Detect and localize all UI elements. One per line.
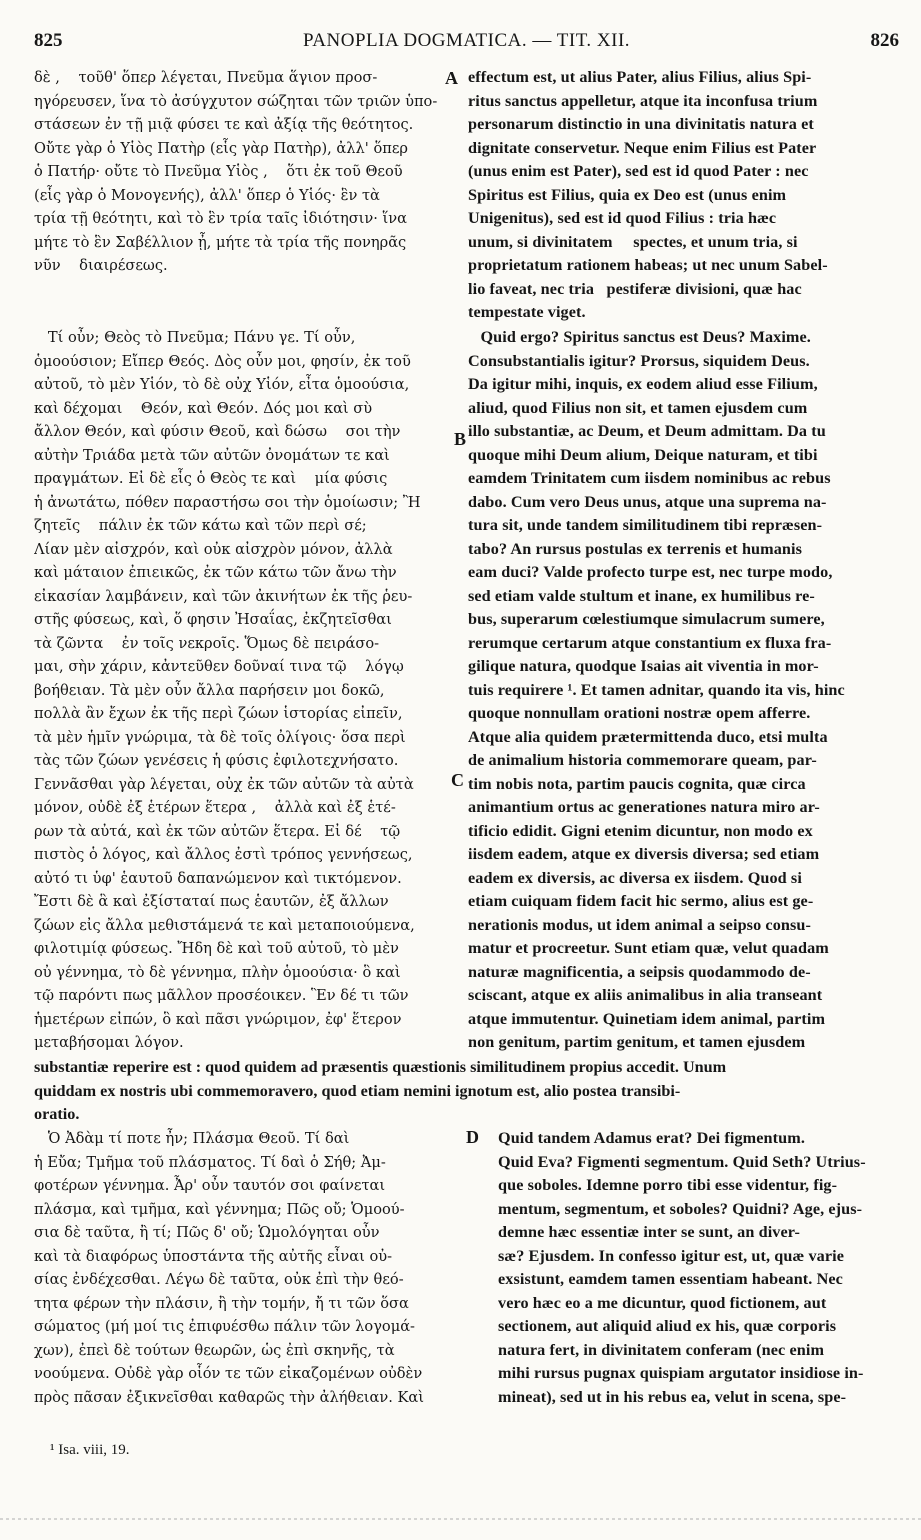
greek-column-section-1: δὲ , τοῦθ' ὅπερ λέγεται, Πνεῦμα ἅγιον προσ- ηγόρευσεν, ἵνα τὸ ἀσύγχυτον σώζηται τῶν τριῶν ὑπο- στάσεων ἐν τῇ μιᾷ φύσει τε καὶ ἀξίᾳ τῆς θεότητος. Οὔτε γὰρ ὁ Υἱὸς Πατὴρ (εἷς γὰρ Πατὴρ), ἀλλ' ὅπερ ὁ Πατήρ· οὔτε τὸ Πνεῦμα Υἱὸς , ὅτι ἐκ τοῦ Θεοῦ (εἷς γὰρ ὁ Μονογενής), ἀλλ' ὅπερ ὁ Υἱός· ἓν τὰ τρία τῇ θεότητι, καὶ τὸ ἓν τρία ταῖς ἰδιότησιν· ἵνα μήτε τὸ ἓν Σαβέλλιον ᾖ, μήτε τὰ τρία τῆς πονηρᾶς νῦν διαιρέσεως. (34, 69, 438, 274)
latin-column-section-3: Quid tandem Adamus erat? Dei figmentum. Quid Eva? Figmenti segmentum. Quid Seth? Utrius- que soboles. Idemne porro tibi esse videntur, fig- mentum, segmentum, et soboles? Quidni? Age, ejus- demne hæc essentiæ inter se sunt, an diver- sæ? Ejusdem. In confesso igitur est, ut, quæ varie exsistunt, eamdem tamen essentiam habeant. Nec vero hæc eo a me dicuntur, quod fictionem, aut sectionem, aut aliquid aliud ex his, quæ corporis natura fert, in divinitatem conferam (nec enim mihi rursus pugnax quispiam argutator insidiose in- mineat), sed ut in his rebus ea, velut in scena, spe- (498, 1129, 866, 1406)
section-marker-d: D (466, 1127, 479, 1147)
bottom-scan-rule (0, 1518, 921, 1520)
latin-column-section-2: Quid ergo? Spiritus sanctus est Deus? Maxime. Consubstantialis igitur? Prorsus, siquidem Deus. Da igitur mihi, inquis, ex eodem aliud esse Filium, aliud, quod Filius non sit, et tamen ejusdem cum illo substantiæ, ac Deum, et Deum admittam. Da tu quoque mihi Deum alium, Deique naturam, et tibi eamdem Trinitatem cum iisdem nominibus ac rebus dabo. Cum vero Deus unus, atque una suprema na- tura sit, unde tandem similitudinem tibi repræsen- tabo? An rursus postulas ex terrenis et humanis eam duci? Valde profecto turpe est, nec turpe modo, sed etiam valde stultum et inane, ex humilibus re- bus, superarum cœlestiumque simulacrum sumere, rerumque certarum atque constantium ex fluxa fra- gilique natura, quodque Isaias ait viventia in mor- tuis requirere ¹. Et tamen adnitar, quando ita vis, hinc quoque nonnullam orationi nostræ opem afferre. Atque alia quidem prætermittenda duco, etsi multa de animalium historia commemorare queam, par- tim nobis nota, partim paucis cognita, quæ circa animantium ortus ac generationes natura miro ar- tificio edidit. Gigni etenim dicuntur, non modo ex iisdem eadem, atque ex diversis diversa; sed etiam eadem ex diversis, ac diversa ex iisdem. Quod si etiam cuiquam fidem facit hic sermo, alius est ge- nerationis modus, ut idem animal a seipso consu- matur et procreetur. Sunt etiam quæ, velut quadam naturæ magnificentia, a seipsis quodammodo de- sciscant, atque ex aliis animalibus in alia transeant atque immutentur. Quinetiam idem animal, partim non genitum, partim genitum, et tamen ejusdem (468, 328, 845, 1051)
section-marker-a: A (445, 68, 458, 88)
greek-column-section-2: Τί οὖν; Θεὸς τὸ Πνεῦμα; Πάνυ γε. Τί οὖν, ὁμοούσιον; Εἴπερ Θεός. Δὸς οὖν μοι, φησίν, ἐκ τοῦ αὐτοῦ, τὸ μὲν Υἱόν, τὸ δὲ οὐχ Υἱόν, εἶτα ὁμοούσια, καὶ δέχομαι Θεόν, καὶ Θεόν. Δός μοι καὶ σὺ ἄλλον Θεόν, καὶ φύσιν Θεοῦ, καὶ δώσω σοι τὴν αὐτὴν Τριάδα μετὰ τῶν αὐτῶν ὀνομάτων τε καὶ πραγμάτων. Εἰ δὲ εἷς ὁ Θεὸς τε καὶ μία φύσις ἡ ἀνωτάτω, πόθεν παραστήσω σοι τὴν ὁμοίωσιν; Ἢ ζητεῖς πάλιν ἐκ τῶν κάτω καὶ τῶν περὶ σέ; Λίαν μὲν αἰσχρόν, καὶ οὐκ αἰσχρὸν μόνον, ἀλλὰ καὶ μάταιον ἐπιεικῶς, ἐκ τῶν κάτω τῶν ἄνω τὴν εἰκασίαν λαμβάνειν, καὶ τῶν ἀκινήτων ἐκ τῆς ῥευ- στῆς φύσεως, καὶ, ὅ φησιν Ἠσαΐας, ἐκζητεῖσθαι τὰ ζῶντα ἐν τοῖς νεκροῖς. Ὅμως δὲ πειράσο- μαι, σὴν χάριν, κἀντεῦθεν δοῦναί τινα τῷ λόγῳ βοήθειαν. Τὰ μὲν οὖν ἄλλα παρήσειν μοι δοκῶ, πολλὰ ἂν ἔχων ἐκ τῆς περὶ ζώων ἱστορίας εἰπεῖν, τὰ μὲν ἡμῖν γνώριμα, τὰ δὲ τοῖς ὀλίγοις· ὅσα περὶ τὰς τῶν ζώων γενέσεις ἡ φύσις ἐφιλοτεχνήσατο. Γεννᾶσθαι γὰρ λέγεται, οὐχ ἐκ τῶν αὐτῶν τὰ αὐτὰ μόνον, οὐδὲ ἐξ ἑτέρων ἕτερα , ἀλλὰ καὶ ἐξ ἑτέ- ρων τὰ αὐτά, καὶ ἐκ τῶν αὐτῶν ἕτερα. Εἰ δέ τῷ πιστὸς ὁ λόγος, καὶ ἄλλος ἐστὶ τρόπος γεννήσεως, αὐτό τι ὑφ' ἑαυτοῦ δαπανώμενον καὶ τικτόμενον. Ἔστι δὲ ἃ καὶ ἐξίσταταί πως ἑαυτῶν, ἐξ ἄλλων ζώων εἰς ἄλλα μεθιστάμενά τε καὶ μεταποιούμενα, φιλοτιμίᾳ φύσεως. Ἤδη δὲ καὶ τοῦ αὐτοῦ, τὸ μὲν οὐ γέννημα, τὸ δὲ γέννημα, πλὴν ὁμοούσια· ὃ καὶ τῷ παρόντι πως μᾶλλον προσέοικεν. Ἓν δέ τι τῶν ἡμετέρων εἰπών, ὃ καὶ πᾶσι γνώριμον, ἐφ' ἕτερον μεταβήσομαι λόγον. (34, 329, 421, 1051)
latin-column-section-1: effectum est, ut alius Pater, alius Filius, alius Spi- ritus sanctus appelletur, atque ita inconfusa trium personarum distinctio in una divinitatis natura et dignitate conservetur. Neque enim Filius est Pater (unus enim est Pater), sed est id quod Pater : nec Spiritus est Filius, quia ex Deo est (unus enim Unigenitus), sed est id quod Filius : tria hæc unum, si divinitatem spectes, et unum tria, si proprietatum rationem habeas; ut nec unum Sabel- lio faveat, nec tria pestiferæ divisioni, quæ hac tempestate viget. (468, 68, 828, 321)
greek-column-section-3: Ὁ Ἀδὰμ τί ποτε ἦν; Πλάσμα Θεοῦ. Τί δαὶ ἡ Εὔα; Τμῆμα τοῦ πλάσματος. Τί δαὶ ὁ Σήθ; Ἀμ- φοτέρων γέννημα. Ἆρ' οὖν ταυτόν σοι φαίνεται πλάσμα, καὶ τμῆμα, καὶ γέννημα; Πῶς οὔ; Ὁμοού- σια δὲ ταῦτα, ἢ τί; Πῶς δ' οὔ; Ὡμολόγηται οὖν καὶ τὰ διαφόρως ὑποστάντα τῆς αὐτῆς εἶναι οὐ- σίας ἐνδέχεσθαι. Λέγω δὲ ταῦτα, οὐκ ἐπὶ τὴν θεό- τητα φέρων τὴν πλάσιν, ἢ τὴν τομήν, ἤ τι τῶν ὅσα σώματος (μή μοί τις ἐπιφυέσθω πάλιν τῶν λογομά- χων), ἐπεὶ δὲ τούτων θεωρῶν, ὡς ἐπὶ σκηνῆς, τὰ νοούμενα. Οὐδὲ γὰρ οἷόν τε τῶν εἰκαζομένων οὐδὲν πρὸς πᾶσαν ἐξικνεῖσθαι καθαρῶς τὴν ἀλήθειαν. Καὶ (34, 1130, 425, 1406)
section-marker-b: B (454, 429, 467, 449)
full-width-latin-paragraph: substantiæ reperire est : quod quidem ad præsentis quæstionis similitudinem propius accedit. Unum quiddam ex nostris ubi commemoravero, quod etiam nemini ignotum est, alio postea transibi- oratio. (34, 1058, 727, 1123)
running-title: PANOPLIA DOGMATICA. — TIT. XII. (302, 30, 631, 51)
page-number-right: 826 (870, 30, 899, 51)
running-header (34, 30, 899, 56)
section-marker-c: C (451, 770, 464, 790)
footnote: ¹ Isa. viii, 19. (50, 1442, 130, 1458)
page-number-left: 825 (34, 30, 63, 51)
